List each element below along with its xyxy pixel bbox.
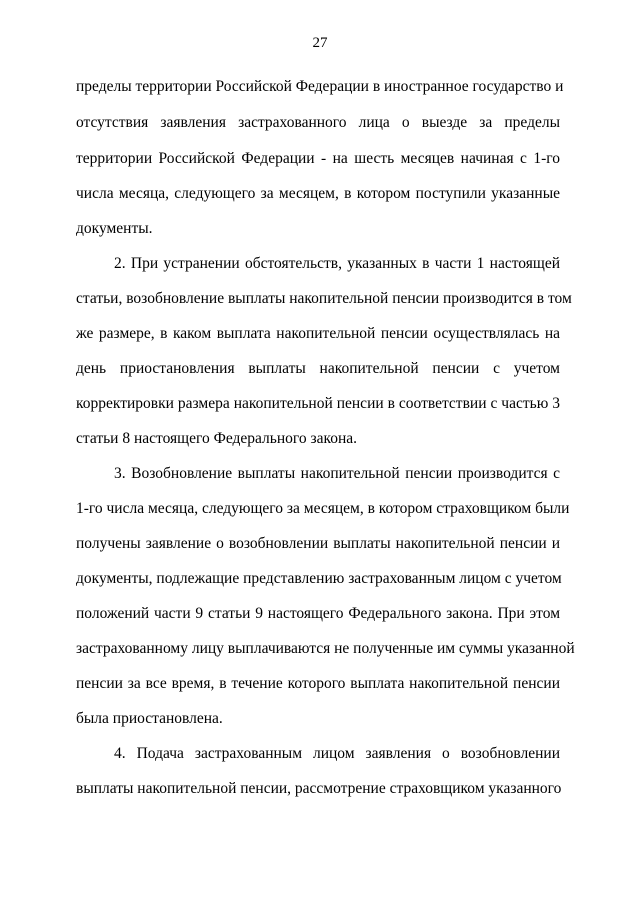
text-line: корректировки размера накопительной пенсии в соответствии с частью 3 (76, 395, 560, 412)
text-line: документы, подлежащие представлению застрахованным лицом с учетом (76, 570, 562, 587)
text-line: положений части 9 статьи 9 настоящего Федерального закона. При этом (76, 605, 560, 622)
text-line: статьи, возобновление выплаты накопительной пенсии производится в том (76, 290, 572, 307)
text-line: отсутствия заявления застрахованного лица о выезде за пределы (76, 114, 560, 131)
text-line: выплаты накопительной пенсии, рассмотрение страховщиком указанного (76, 780, 562, 797)
text-line: была приостановлена. (76, 710, 223, 727)
text-line: территории Российской Федерации - на шесть месяцев начиная с 1-го (76, 150, 560, 167)
text-line: 4. Подача застрахованным лицом заявления о возобновлении (114, 745, 560, 762)
text-line: 1-го числа месяца, следующего за месяцем, в котором страховщиком были (76, 500, 570, 517)
text-line: документы. (76, 220, 153, 237)
text-line: пенсии за все время, в течение которого выплата накопительной пенсии (76, 675, 560, 692)
text-line: получены заявление о возобновлении выплаты накопительной пенсии и (76, 535, 560, 552)
text-line: застрахованному лицу выплачиваются не полученные им суммы указанной (76, 640, 575, 657)
text-line: 2. При устранении обстоятельств, указанных в части 1 настоящей (114, 255, 560, 272)
text-line: 3. Возобновление выплаты накопительной пенсии производится с (114, 465, 560, 482)
page-number: 27 (312, 35, 328, 51)
text-line: статьи 8 настоящего Федерального закона. (76, 430, 358, 447)
text-line: же размере, в каком выплата накопительной пенсии осуществлялась на (76, 325, 560, 342)
text-line: пределы территории Российской Федерации в иностранное государство и (76, 78, 564, 95)
text-line: числа месяца, следующего за месяцем, в котором поступили указанные (76, 185, 560, 202)
text-line: день приостановления выплаты накопительной пенсии с учетом (76, 360, 560, 377)
